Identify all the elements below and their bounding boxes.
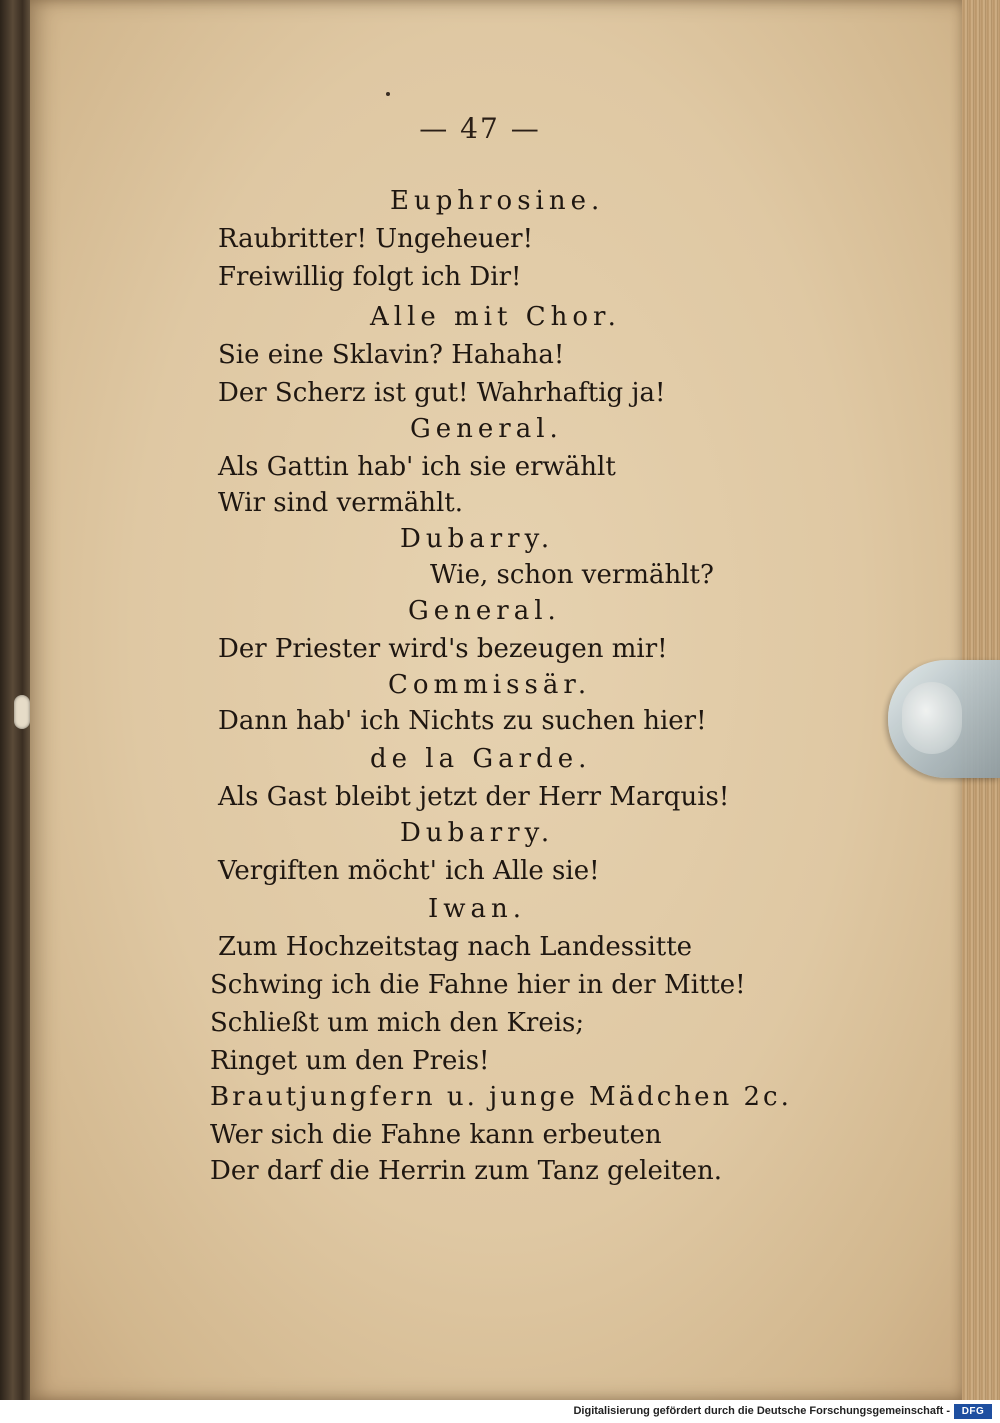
- verse-line: Der Scherz ist gut! Wahrhaftig ja!: [218, 378, 666, 408]
- page-holder-clip: [888, 660, 1000, 778]
- speaker-label: General.: [408, 596, 561, 626]
- clip-highlight: [902, 682, 962, 754]
- digitization-credit: Digitalisierung gefördert durch die Deutsche Forschungsgemeinschaft -: [573, 1405, 950, 1417]
- speaker-label: Iwan.: [428, 894, 527, 924]
- verse-line: Freiwillig folgt ich Dir!: [218, 262, 522, 292]
- verse-line: Vergiften möcht' ich Alle sie!: [218, 856, 600, 886]
- speaker-label: de la Garde.: [370, 744, 592, 774]
- verse-line: Zum Hochzeitstag nach Landessitte: [218, 932, 693, 962]
- verse-line: Ringet um den Preis!: [210, 1046, 490, 1076]
- verse-line: Als Gattin hab' ich sie erwählt: [218, 452, 616, 482]
- verse-line: Wer sich die Fahne kann erbeuten: [210, 1120, 662, 1150]
- ink-speck: [386, 92, 390, 96]
- speaker-label: Alle mit Chor.: [370, 302, 621, 332]
- speaker-label: Commissär.: [388, 670, 592, 700]
- verse-line: Dann hab' ich Nichts zu suchen hier!: [218, 706, 707, 736]
- verse-line: Der Priester wird's bezeugen mir!: [218, 634, 668, 664]
- dfg-logo: DFG: [954, 1404, 992, 1419]
- verse-line: Der darf die Herrin zum Tanz geleiten.: [210, 1156, 723, 1186]
- verse-line: Raubritter! Ungeheuer!: [218, 224, 534, 254]
- speaker-label: General.: [410, 414, 563, 444]
- verse-line: Sie eine Sklavin? Hahaha!: [218, 340, 565, 370]
- verse-line: Wir sind vermählt.: [218, 488, 464, 518]
- verse-line: Als Gast bleibt jetzt der Herr Marquis!: [218, 782, 730, 812]
- speaker-label: Dubarry.: [400, 524, 555, 554]
- verse-line: Schließt um mich den Kreis;: [210, 1008, 585, 1038]
- binding-hole: [14, 695, 30, 729]
- speaker-label: Euphrosine.: [390, 186, 605, 216]
- speaker-label: Brautjungfern u. junge Mädchen 2c.: [210, 1082, 792, 1112]
- verse-line: Wie, schon vermählt?: [430, 560, 714, 590]
- speaker-label: Dubarry.: [400, 818, 555, 848]
- page-number: — 47 —: [419, 112, 541, 145]
- verse-line: Schwing ich die Fahne hier in der Mitte!: [210, 970, 746, 1000]
